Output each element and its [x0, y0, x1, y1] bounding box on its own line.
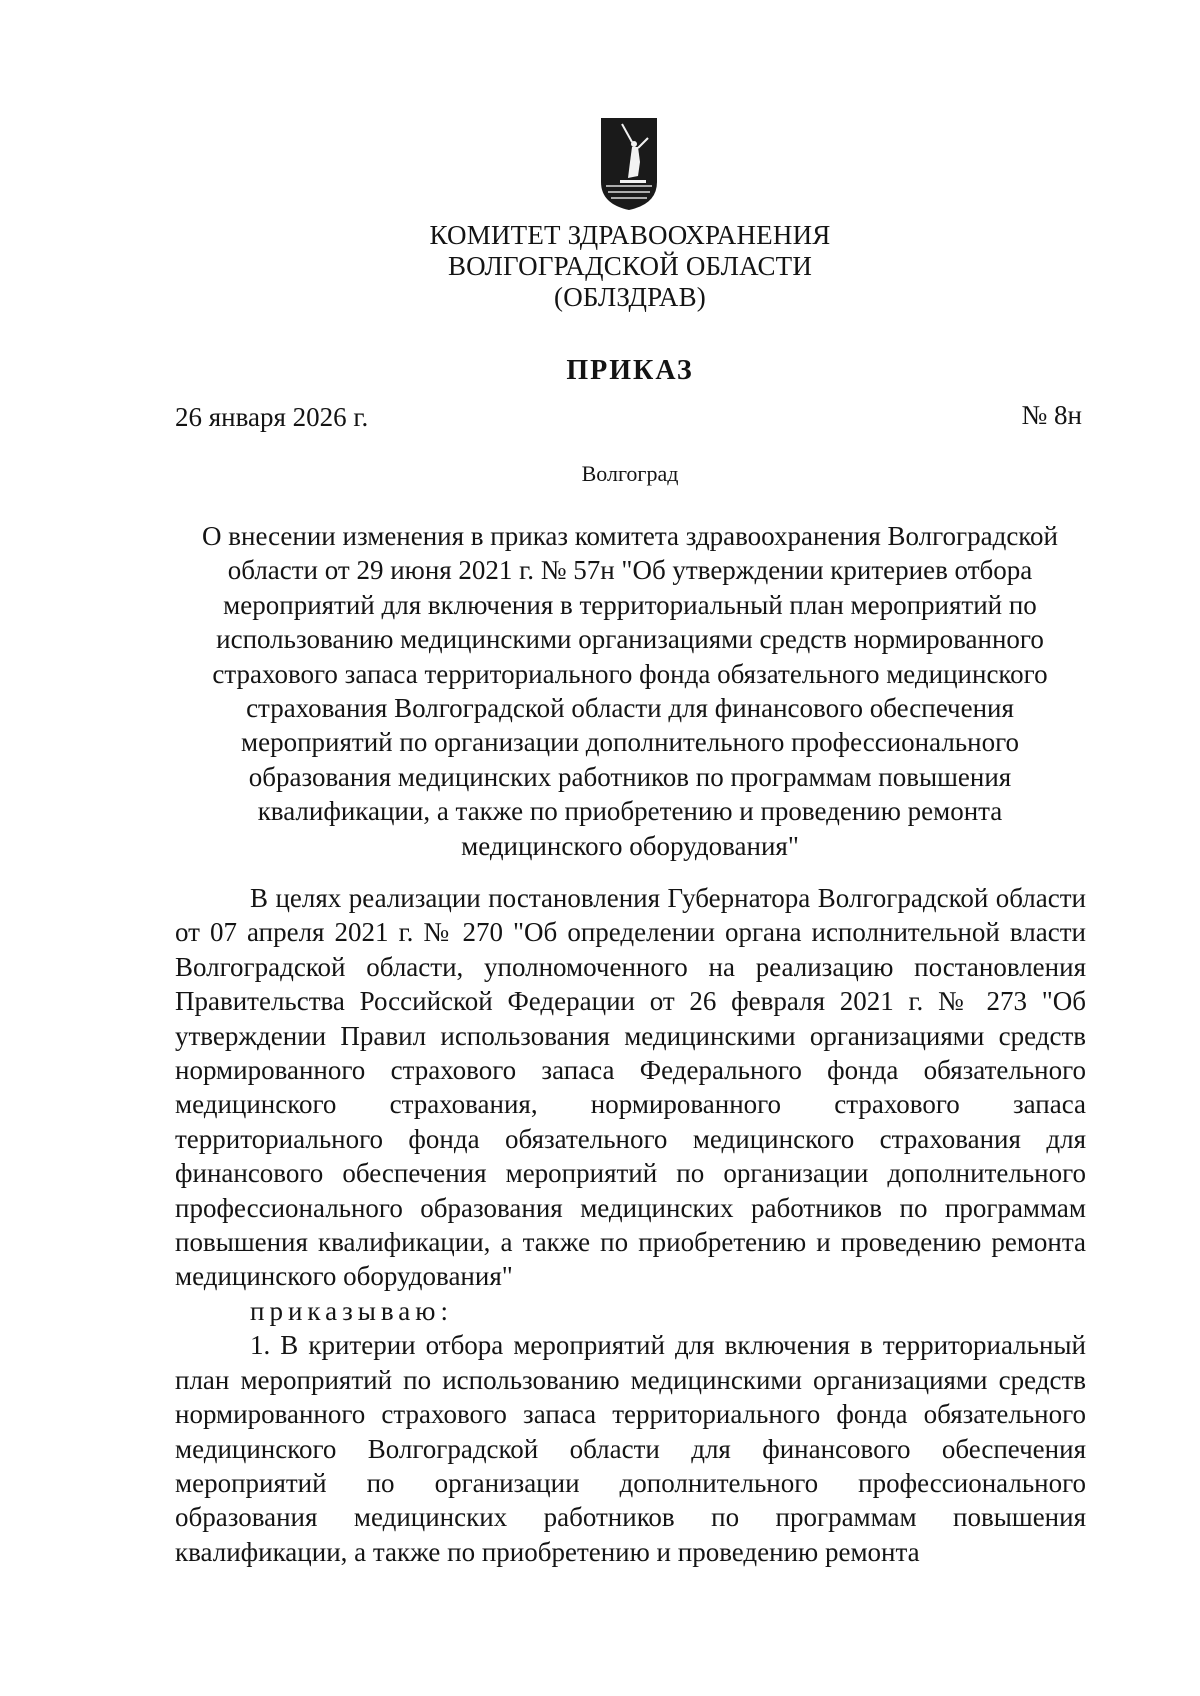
- order-number: № 8н: [1021, 400, 1082, 430]
- organization-line: (ОБЛЗДРАВ): [554, 282, 706, 312]
- order-body: [175, 881, 1086, 1569]
- preamble-paragraph: В целях реализации постановления Губернатора Волгоградской области от 07 апреля 2021 г. № 270 "Об определении органа исполнительной власти Волгоградской области, уполномоченного на реализацию постановления Правительства Российской Федерации от 26 февраля 2021 г. № 273 "Об утверждении Правил использования медицинскими организациями средств нормированного страхового запаса Федерального фонда обязательного медицинского страхования, нормированного страхового запаса территориального фонда обязательного медицинского страхования для финансового обеспечения мероприятий по организации дополнительного профессионального образования медицинских работников по программам повышения квалификации, а также по приобретению и проведению ремонта медицинского оборудования": [175, 883, 1086, 1292]
- order-title: ПРИКАЗ: [566, 355, 694, 386]
- order-heading: О внесении изменения в приказ комитета здравоохранения Волгоградской области от 29 июня 2021 г. № 57н "Об утверждении критериев отбора мероприятий для включения в территориальный план мероприятий по использованию медицинскими организациями средств нормированного страхового запаса территориального фонда обязательного медицинского страхования Волгоградской области для финансового обеспечения мероприятий по организации дополнительного профессионального образования медицинских работников по программам повышения квалификации, а также по приобретению и проведению ремонта медицинского оборудования": [202, 521, 1058, 861]
- order-date: 26 января 2026 г.: [175, 402, 369, 432]
- decree-word: приказываю:: [250, 1295, 453, 1326]
- organization-name: [300, 220, 960, 313]
- organization-line: КОМИТЕТ ЗДРАВООХРАНЕНИЯ: [429, 220, 831, 250]
- order-city: Волгоград: [581, 461, 679, 486]
- item-paragraph: 1. В критерии отбора мероприятий для включения в территориальный план мероприятий по использованию медицинскими организациями средств нормированного страхового запаса территориального фонда обязательного медицинского Волгоградской области для финансового обеспечения мероприятий по организации дополнительного профессионального образования медицинских работников по программам повышения квалификации, а также по приобретению и проведению ремонта: [175, 1330, 1086, 1567]
- organization-line: ВОЛГОГРАДСКОЙ ОБЛАСТИ: [447, 251, 813, 281]
- volgograd-emblem-icon: [598, 116, 660, 212]
